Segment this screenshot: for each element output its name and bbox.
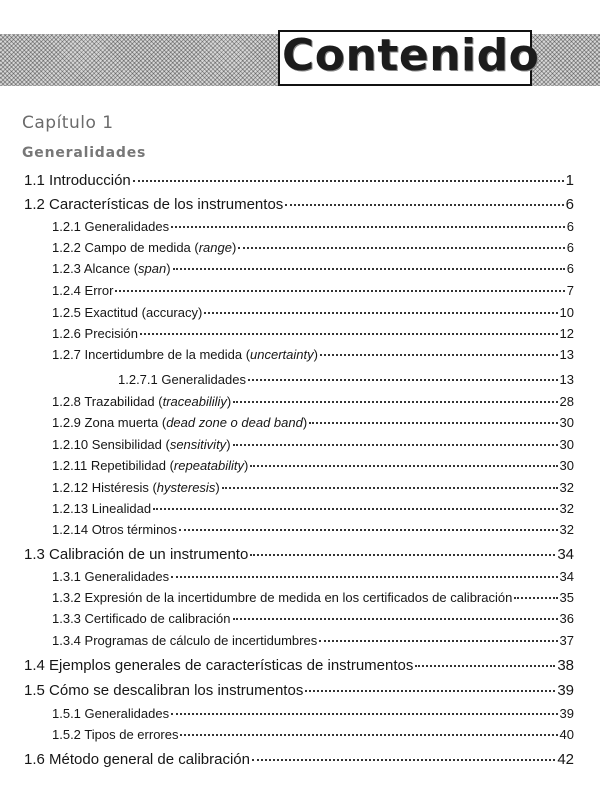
toc-entry[interactable] [52,611,574,626]
toc-entry-page: 12 [559,326,574,341]
toc-entry-label [52,240,236,255]
toc-entry-title: Campo de medida ( [84,240,199,255]
toc-entry-label [52,501,151,516]
toc-entry-page: 42 [557,751,574,768]
toc-entry[interactable] [52,219,574,234]
toc-entry-page: 7 [566,283,574,298]
dot-leader [250,465,557,467]
toc-entry-number: 1.2.2 [52,240,81,255]
dot-leader [179,529,558,531]
toc-entry-label [52,706,169,721]
toc-entry-number: 1.3.2 [52,590,81,605]
toc-entry-number: 1.2.13 [52,501,89,516]
toc-entry-label [24,546,248,563]
toc-entry-title: Certificado de calibración [84,611,231,626]
toc-entry-page: 30 [559,415,574,430]
toc-entry-number: 1.5.2 [52,727,81,742]
toc-entry-term: hysteresis [156,480,216,495]
dot-leader [171,576,557,578]
toc-entry[interactable] [52,458,574,473]
toc-entry-term: traceabililiy [162,394,227,409]
toc-entry[interactable] [52,522,574,537]
toc-entry-title: Cómo se descalibran los instrumentos [49,682,304,699]
chapter-label: Capítulo 1 [22,113,114,133]
toc-entry-number: 1.3.3 [52,611,81,626]
toc-entry-number: 1.2.11 [52,458,88,473]
toc-entry-number: 1.2.7.1 [118,372,158,387]
chapter-name: Generalidades [22,145,147,161]
dot-leader [415,665,555,667]
toc-entry-number: 1.1 [24,172,45,189]
dot-leader [204,312,557,314]
toc-entry-title: Generalidades [84,219,170,234]
toc-entry-title: Exactitud (accuracy) [84,305,203,320]
dot-leader [171,226,565,228]
toc-entry-title: Incertidumbre de la medida ( [84,347,251,362]
toc-entry[interactable] [52,394,574,409]
toc-entry[interactable] [52,326,574,341]
toc-entry-title: Otros términos [91,522,178,537]
toc-entry-title: Sensibilidad ( [91,437,170,452]
toc-entry-number: 1.2 [24,196,45,213]
toc-entry-page: 13 [559,347,574,362]
toc-entry-label [52,727,178,742]
dot-leader [248,379,558,381]
toc-entry[interactable] [52,305,574,320]
toc-entry-title: Ejemplos generales de características de instrumentos [49,657,414,674]
toc-entry-number: 1.2.7 [52,347,81,362]
dot-leader [173,268,565,270]
toc-entry-page: 28 [559,394,574,409]
toc-entry-title: Calibración de un instrumento [49,546,249,563]
toc-entry-number: 1.4 [24,657,45,674]
dot-leader [305,690,555,692]
toc-entry-title: Zona muerta ( [84,415,167,430]
toc-entry-page: 13 [559,372,574,387]
dot-leader [171,713,557,715]
toc-entry-label [118,372,246,387]
toc-entry[interactable] [52,261,574,276]
dot-leader [180,734,557,736]
toc-entry-number: 1.3.1 [52,569,81,584]
toc-entry-title: Características de los instrumentos [49,196,284,213]
toc-entry-title: Generalidades [84,706,170,721]
toc-entry-number: 1.5.1 [52,706,81,721]
toc-entry[interactable] [52,437,574,452]
toc-entry-term: repeatability [173,458,245,473]
toc-entry-label [24,172,131,189]
toc-entry-title: Expresión de la incertidumbre de medida en los certificados de calibración [84,590,513,605]
toc-entry-page: 6 [566,240,574,255]
toc-entry-title: Error [84,283,114,298]
toc-entry-number: 1.2.5 [52,305,81,320]
toc-entry-title: Histéresis ( [91,480,157,495]
dot-leader [115,290,564,292]
dot-leader [233,401,557,403]
toc-entry-page: 6 [566,261,574,276]
toc-entry-title: Programas de cálculo de incertidumbres [84,633,318,648]
toc-entry[interactable] [24,682,574,699]
toc-entry[interactable] [52,706,574,721]
toc-entry-label [24,751,250,768]
toc-entry-page: 32 [559,480,574,495]
toc-entry-number: 1.2.10 [52,437,89,452]
toc-entry-close-paren: ) [166,261,171,276]
toc-entry-title: Tipos de errores [84,727,179,742]
toc-entry[interactable] [24,657,574,674]
toc-entry-number: 1.2.1 [52,219,81,234]
dot-leader [320,354,558,356]
toc-entry-label [52,569,169,584]
toc-entry-term: sensitivity [169,437,227,452]
dot-leader [252,759,555,761]
toc-entry-close-paren: ) [302,415,308,430]
toc-entry-number: 1.2.14 [52,522,89,537]
toc-entry-title: Linealidad [91,501,152,516]
toc-entry-page: 39 [557,682,574,699]
toc-entry-page: 39 [559,706,574,721]
dot-leader [514,597,557,599]
toc-entry-page: 1 [565,172,574,189]
toc-entry-label [52,347,318,362]
toc-entry-label [52,415,307,430]
toc-entry[interactable] [52,727,574,742]
dot-leader [233,618,558,620]
toc-entry-page: 6 [565,196,574,213]
toc-entry-label [52,261,171,276]
toc-entry-label [24,196,283,213]
toc-entry-close-paren: ) [244,458,249,473]
dot-leader [222,487,558,489]
toc-entry-title: Repetibilidad ( [90,458,174,473]
dot-leader [285,204,563,206]
toc-entry-number: 1.3.4 [52,633,81,648]
toc-entry-page: 32 [559,522,574,537]
toc-entry-page: 40 [559,727,574,742]
toc-entry-close-paren: ) [313,347,318,362]
toc-entry-page: 37 [559,633,574,648]
toc-entry-number: 1.3 [24,546,45,563]
toc-entry[interactable] [52,633,574,648]
toc-entry-page: 36 [559,611,574,626]
toc-entry[interactable] [52,590,574,605]
toc-entry-title: Precisión [84,326,139,341]
dot-leader [140,333,558,335]
toc-entry-page: 32 [559,501,574,516]
toc-entry-label [52,305,202,320]
toc-entry-close-paren: ) [226,394,232,409]
toc-entry-number: 1.5 [24,682,45,699]
toc-entry-label [52,522,177,537]
toc-entry-label [52,611,231,626]
toc-entry-term: range [198,240,232,255]
dot-leader [319,640,557,642]
toc-entry-number: 1.2.6 [52,326,81,341]
toc-entry[interactable] [24,196,574,213]
toc-entry-page: 10 [559,305,574,320]
toc-entry-title: Generalidades [84,569,170,584]
toc-entry-label [52,326,138,341]
toc-entry-page: 30 [559,458,574,473]
toc-entry-title: Método general de calibración [49,751,250,768]
toc-entry[interactable] [52,480,574,495]
toc-entry-label [24,682,303,699]
toc-entry[interactable] [24,172,574,189]
toc-entry[interactable] [52,569,574,584]
toc-entry[interactable] [24,546,574,563]
toc-entry-page: 34 [557,546,574,563]
toc-entry[interactable] [24,751,574,768]
toc-entry-label [24,657,413,674]
toc-entry-close-paren: ) [231,240,237,255]
dot-leader [153,508,557,510]
dot-leader [309,422,557,424]
toc-entry-label [52,480,220,495]
toc-entry[interactable] [52,415,574,430]
toc-entry-label [52,219,169,234]
toc-entry-number: 1.6 [24,751,45,768]
toc-entry-number: 1.2.4 [52,283,81,298]
toc-entry-number: 1.2.3 [52,261,81,276]
toc-entry-page: 35 [559,590,574,605]
toc-entry-number: 1.2.12 [52,480,89,495]
dot-leader [250,554,555,556]
toc-entry-page: 6 [566,219,574,234]
toc-entry-number: 1.2.8 [52,394,81,409]
toc-entry-number: 1.2.9 [52,415,81,430]
toc-entry-label [52,437,231,452]
toc-entry-page: 30 [559,437,574,452]
toc-entry-label [52,590,512,605]
toc-entry[interactable] [52,501,574,516]
toc-entry-label [52,458,248,473]
toc-entry-close-paren: ) [215,480,220,495]
toc-entry[interactable] [118,372,574,387]
toc-entry[interactable] [52,283,574,298]
dot-leader [238,247,564,249]
toc-entry-label [52,283,113,298]
page-title: Contenido [282,30,540,81]
toc-entry-close-paren: ) [226,437,231,452]
toc-entry-title: Alcance ( [83,261,139,276]
toc-entry[interactable] [52,240,574,255]
dot-leader [233,444,558,446]
toc-entry-label [52,633,317,648]
toc-entry-term: uncertainty [250,347,314,362]
toc-entry[interactable] [52,347,574,362]
dot-leader [133,180,564,182]
toc-entry-page: 34 [559,569,574,584]
toc-entry-title: Introducción [49,172,131,189]
toc-entry-title: Generalidades [161,372,246,387]
toc-entry-title: Trazabilidad ( [84,394,163,409]
toc-entry-label [52,394,231,409]
toc-entry-page: 38 [557,657,574,674]
toc-entry-term: span [138,261,167,276]
toc-entry-term: dead zone o dead band [166,415,303,430]
